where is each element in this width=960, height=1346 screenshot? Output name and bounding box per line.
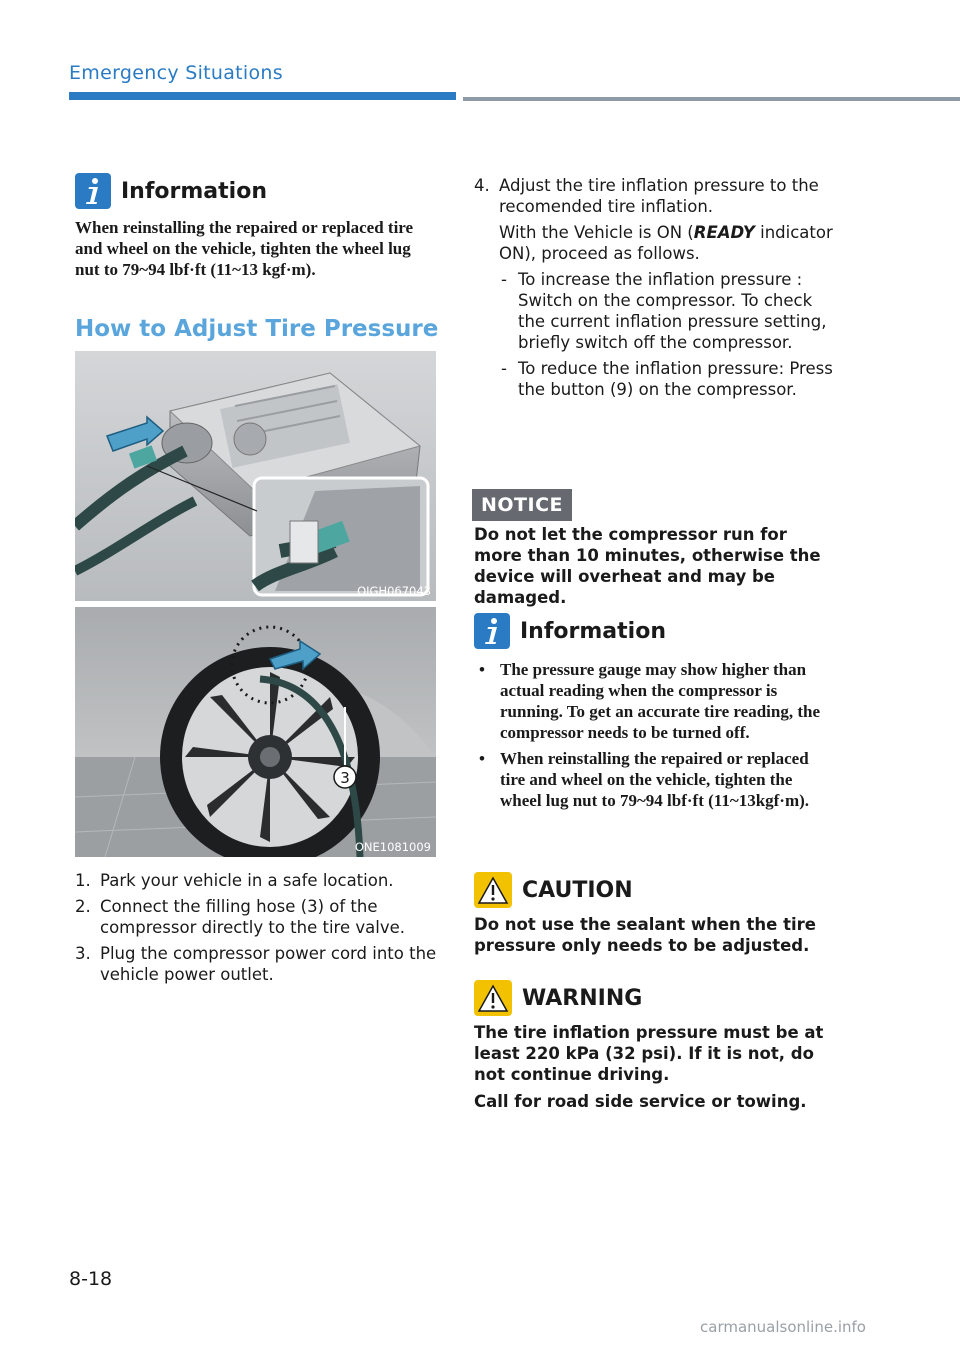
caution-label: CAUTION	[522, 877, 633, 903]
dash-item-2: - To reduce the inflation pressure: Press the button (9) on the compressor.	[501, 359, 833, 399]
warning-text-2: Call for road side service or towing.	[474, 1092, 807, 1111]
info-box-heading	[75, 173, 437, 209]
info-2-heading-label: Information	[520, 618, 666, 644]
warning-text-1: The tire inflation pressure must be at least 220 kPa (32 psi). If it is not, do not continue driving.	[474, 1023, 824, 1084]
step-4-text: Adjust the tire inflation pressure to the recomended tire inflation.	[499, 176, 819, 216]
figure-tire-photo	[75, 607, 436, 857]
info-box-2	[474, 613, 836, 811]
info-icon	[75, 173, 111, 209]
step-3: 3. Plug the compressor power cord into the vehicle power outlet.	[75, 944, 437, 984]
info-box-text: When reinstalling the repaired or replaced tire and wheel on the vehicle, tighten the wheel lug nut to 79~94 lbf·ft (11~13 kgf·m).	[75, 218, 414, 279]
info-bullet-2: • When reinstalling the repaired or replaced tire and wheel on the vehicle, tighten the wheel lug nut to 79~94 lbf·ft (11~13kgf·m).	[479, 749, 810, 810]
page-number: 8-18	[69, 1268, 113, 1290]
header-section-title: Emergency Situations	[69, 62, 283, 84]
notice-badge: NOTICE	[472, 489, 572, 521]
caution-text: Do not use the sealant when the tire pressure only needs to be adjusted.	[474, 915, 816, 955]
info-box	[75, 173, 437, 280]
watermark: carmanualsonline.info	[700, 1318, 866, 1336]
step-2: 2. Connect the filling hose (3) of the compressor directly to the tire valve.	[75, 897, 405, 937]
info-box-2-heading	[474, 613, 836, 649]
figure2-code: ONE1081009	[354, 840, 431, 854]
info-bullet-1: • The pressure gauge may show higher than actual reading when the compressor is running. To get an accurate tire reading, the compressor needs to be turned off.	[479, 660, 821, 742]
header-rule-blue	[69, 92, 456, 100]
warning-triangle-icon	[474, 980, 512, 1016]
caution-heading	[474, 872, 836, 908]
caution-triangle-icon	[474, 872, 512, 908]
figure1-code: OIGH067043	[357, 584, 431, 598]
dash-item-1: - To increase the inflation pressure : Switch on the compressor. To check the current inflation pressure setting, briefly switch off the compressor.	[501, 270, 827, 352]
step-4	[474, 175, 836, 400]
warning-box	[474, 980, 836, 1112]
header-rule-grey	[463, 97, 960, 101]
figure-compressor-photo	[75, 351, 436, 601]
warning-label: WARNING	[522, 985, 643, 1011]
step-1: 1. Park your vehicle in a safe location.	[75, 871, 394, 890]
warning-heading	[474, 980, 836, 1016]
step-4-number: 4.	[474, 176, 490, 195]
info-icon	[474, 613, 510, 649]
caution-box	[474, 872, 836, 956]
figure2-callout: 3	[340, 769, 350, 787]
section-title: How to Adjust Tire Pressure	[75, 316, 439, 342]
ready-indicator-label: READY	[693, 223, 755, 242]
notice-text: Do not let the compressor run for more than 10 minutes, otherwise the device will overheat and may be damaged.	[474, 525, 821, 607]
info-heading-label: Information	[121, 178, 267, 204]
step-4-subtext: With the Vehicle is ON (READY indicator ON), proceed as follows.	[499, 223, 833, 263]
